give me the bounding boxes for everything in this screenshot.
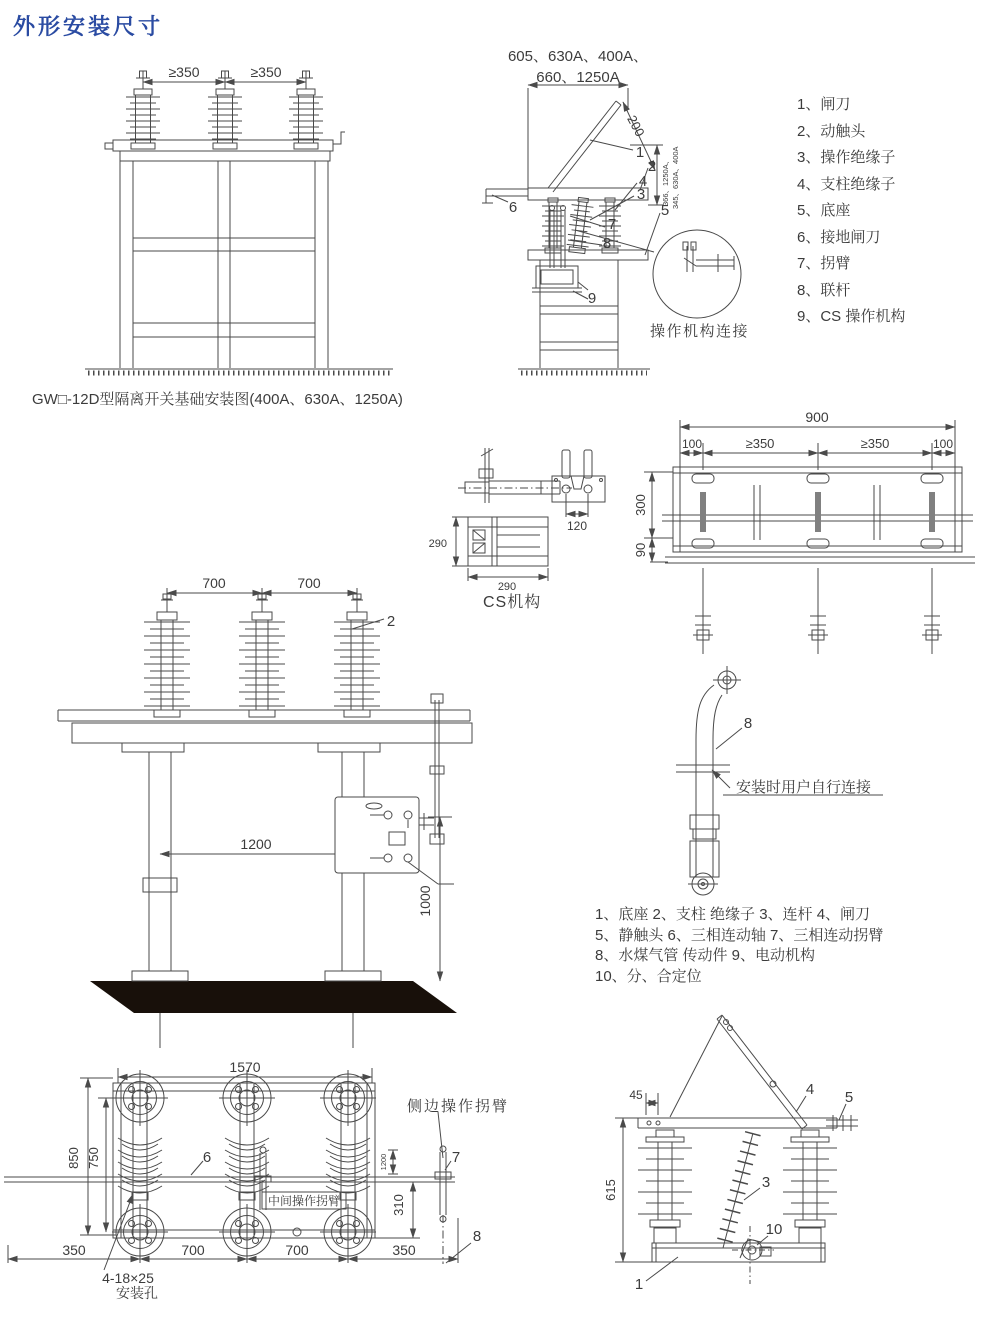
parts-top-item: 6、接地闸刀 [797,228,881,246]
callout-5: 5 [660,202,670,219]
dim-300: 300 [633,494,648,516]
dim-700-right: 700 [297,575,321,591]
dim-350-left: ≥350 [168,64,200,80]
parts-top-item: 4、支柱绝缘子 [797,175,896,193]
callout-1: 1 [634,1276,644,1293]
side-view-header [492,46,664,88]
side-view-header-line2: 660、1250A [536,69,620,86]
parts-bottom-line: 5、静触头 6、三相连动轴 7、三相连动拐臂 [595,926,884,944]
fig-cs-mechanism [429,448,605,593]
callout-2: 2 [647,158,657,175]
dim-350ge-left: ≥350 [745,436,775,451]
dim-700-bl: 700 [181,1242,205,1258]
callout-7: 7 [451,1149,461,1166]
callout-8: 8 [602,235,612,252]
dim-1200-small: 1200 [379,1153,388,1171]
parts-top-item: 1、闸刀 [797,96,851,113]
cs-plan [468,517,548,566]
ground-plane [90,981,457,1013]
label-side-crank: 侧边操作拐臂 [407,1098,510,1115]
dim-290-side: 290 [428,538,447,550]
dim-120: 120 [566,519,588,533]
dim-200: 200 [624,112,648,139]
parts-list-top [797,92,905,331]
callout-8b: 8 [472,1228,482,1245]
parts-top-item: 7、拐臂 [797,255,851,272]
callout-5: 5 [844,1089,854,1106]
parts-top-item: 5、底座 [797,202,851,219]
dim-850: 850 [66,1147,81,1169]
hole-note-line2: 安装孔 [116,1285,158,1301]
parts-top-item: 9、CS 操作机构 [797,308,906,325]
fig-pole-view [603,1015,858,1293]
control-box [335,797,454,884]
callout-4: 4 [638,173,648,190]
callout-6: 6 [508,199,518,216]
callout-3: 3 [761,1174,771,1191]
callout-7: 7 [607,216,617,233]
parts-bottom-line: 10、分、合定位 [595,967,702,985]
detail-circle [575,230,741,318]
dim-100-right: 100 [932,437,954,451]
side-note-2: 345、630A、400A [671,146,680,209]
dim-900: 900 [805,409,829,425]
callout-3: 3 [636,186,646,203]
dim-750: 750 [86,1147,101,1169]
callout-8: 8 [743,715,753,732]
parts-top-item: 8、联杆 [797,281,851,299]
dim-615: 615 [603,1179,618,1201]
cs-mechanism-caption: CS机构 [483,594,542,611]
foundation-caption: GW□-12D型隔离开关基础安装图(400A、630A、1250A) [32,391,403,408]
dim-350-br: 350 [392,1242,416,1258]
callout-2: 2 [386,613,396,630]
parts-list-bottom [595,905,883,987]
callout-1: 1 [635,144,645,161]
parts-bottom-line: 1、底座 2、支柱 绝缘子 3、连杆 4、闸刀 [595,906,871,923]
callout-9: 9 [587,290,597,307]
dim-1570: 1570 [229,1059,261,1075]
dim-1200: 1200 [240,836,272,852]
parts-top-item: 3、操作绝缘子 [797,149,896,166]
dim-700-left: 700 [202,575,226,591]
dim-90: 90 [633,542,648,558]
callout-10: 10 [765,1221,783,1238]
callout-4: 4 [805,1081,815,1098]
dim-100-left: 100 [681,437,703,451]
pipe-connection-note: 安装时用户自行连接 [736,779,872,796]
dim-310: 310 [391,1194,406,1216]
parts-bottom-line: 8、水煤气管 传动件 9、电动机构 [595,947,816,964]
dim-290-bottom: 290 [497,581,517,593]
dim-45: 45 [629,1088,643,1102]
fig-plan-right [633,409,975,654]
parts-top-item: 2、动触头 [797,122,866,140]
label-middle-crank: 中间操作拐臂 [267,1194,341,1208]
fig-front-mid [58,575,472,1048]
detail-caption: 操作机构连接 [650,323,750,340]
side-view-header-line1: 605、630A、400A、 [507,48,649,65]
dim-350-right: ≥350 [250,64,282,80]
callout-6: 6 [202,1149,212,1166]
fig-foundation-front [85,64,393,373]
side-note-1: 366、1250A、 [661,156,670,206]
hole-note-line1: 4-18×25 [102,1270,154,1286]
dim-1000: 1000 [417,885,433,917]
dim-700-br: 700 [285,1242,309,1258]
dim-350ge-right: ≥350 [860,436,890,451]
page-title: 外形安装尺寸 [13,14,164,39]
dim-350-bl: 350 [62,1242,86,1258]
